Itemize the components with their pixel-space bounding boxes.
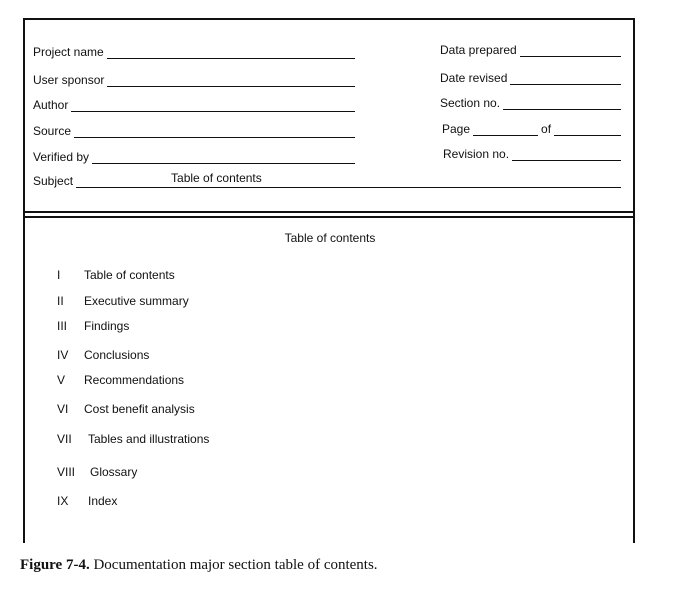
- toc-item-number: IX: [57, 494, 69, 508]
- field-blank-line[interactable]: [107, 46, 355, 59]
- field-page: [442, 122, 621, 136]
- field-user-sponsor: [33, 73, 355, 87]
- toc-item-number: II: [57, 294, 64, 308]
- toc-item: [57, 465, 137, 479]
- toc-item: [57, 268, 175, 282]
- toc-item-label: Cost benefit analysis: [84, 402, 195, 416]
- field-label: Section no.: [440, 96, 501, 110]
- field-blank-line[interactable]: [512, 148, 621, 161]
- field-blank-line[interactable]: [520, 44, 621, 57]
- toc-item: [57, 294, 189, 308]
- field-label: Author: [33, 98, 69, 112]
- field-project-name: [33, 45, 355, 59]
- field-revision-no: [443, 147, 621, 161]
- field-author: [33, 98, 355, 112]
- field-label: Revision no.: [443, 147, 510, 161]
- toc-item: [57, 432, 209, 446]
- field-label: Date revised: [440, 71, 508, 85]
- field-label: Page: [442, 122, 471, 136]
- field-label: Subject: [33, 174, 74, 188]
- field-label: Data prepared: [440, 43, 517, 57]
- toc-item: [57, 319, 129, 333]
- toc-item-label: Recommendations: [84, 373, 185, 387]
- toc-item-number: V: [57, 373, 66, 387]
- figure-caption: [20, 557, 378, 574]
- subject-value: Table of contents: [171, 171, 262, 185]
- figure-caption-text: Documentation major section table of contents.: [93, 557, 378, 573]
- toc-item: [57, 402, 195, 416]
- toc-item-number: I: [57, 268, 61, 282]
- field-source: [33, 124, 355, 138]
- field-blank-line[interactable]: [76, 171, 621, 188]
- toc-item-label: Conclusions: [84, 348, 150, 362]
- field-blank-line[interactable]: [554, 123, 621, 136]
- toc-item-label: Table of contents: [84, 268, 175, 282]
- toc-item-number: VII: [57, 432, 72, 446]
- figure-number: Figure 7-4.: [20, 557, 90, 573]
- field-blank-line[interactable]: [510, 72, 621, 85]
- field-section-no: [440, 96, 621, 110]
- toc-title: Table of contents: [284, 231, 376, 245]
- field-blank-line[interactable]: [503, 97, 621, 110]
- toc-item-label: Index: [88, 494, 118, 508]
- toc-item: [57, 373, 184, 387]
- toc-item-label: Tables and illustrations: [88, 432, 210, 446]
- field-blank-line[interactable]: [74, 125, 355, 138]
- field-label-of: of: [541, 122, 552, 136]
- toc-item-number: IV: [57, 348, 69, 362]
- field-subject: [33, 171, 621, 188]
- toc-item-number: III: [57, 319, 68, 333]
- field-label: User sponsor: [33, 73, 105, 87]
- toc-item-label: Glossary: [90, 465, 138, 479]
- toc-item: [57, 348, 149, 362]
- field-data-prepared: [440, 43, 621, 57]
- toc-item-number: VIII: [57, 465, 76, 479]
- field-blank-line[interactable]: [92, 151, 355, 164]
- toc-item-number: VI: [57, 402, 69, 416]
- toc-item-label: Findings: [84, 319, 130, 333]
- field-blank-line[interactable]: [473, 123, 538, 136]
- field-label: Source: [33, 124, 72, 138]
- toc-item-label: Executive summary: [84, 294, 189, 308]
- field-blank-line[interactable]: [107, 74, 355, 87]
- field-verified-by: [33, 150, 355, 164]
- field-label: Project name: [33, 45, 104, 59]
- field-blank-line[interactable]: [71, 99, 355, 112]
- field-date-revised: [440, 71, 621, 85]
- header-divider-top: [23, 211, 635, 213]
- field-label: Verified by: [33, 150, 90, 164]
- header-divider-bottom: [23, 216, 635, 218]
- toc-item: [57, 494, 117, 508]
